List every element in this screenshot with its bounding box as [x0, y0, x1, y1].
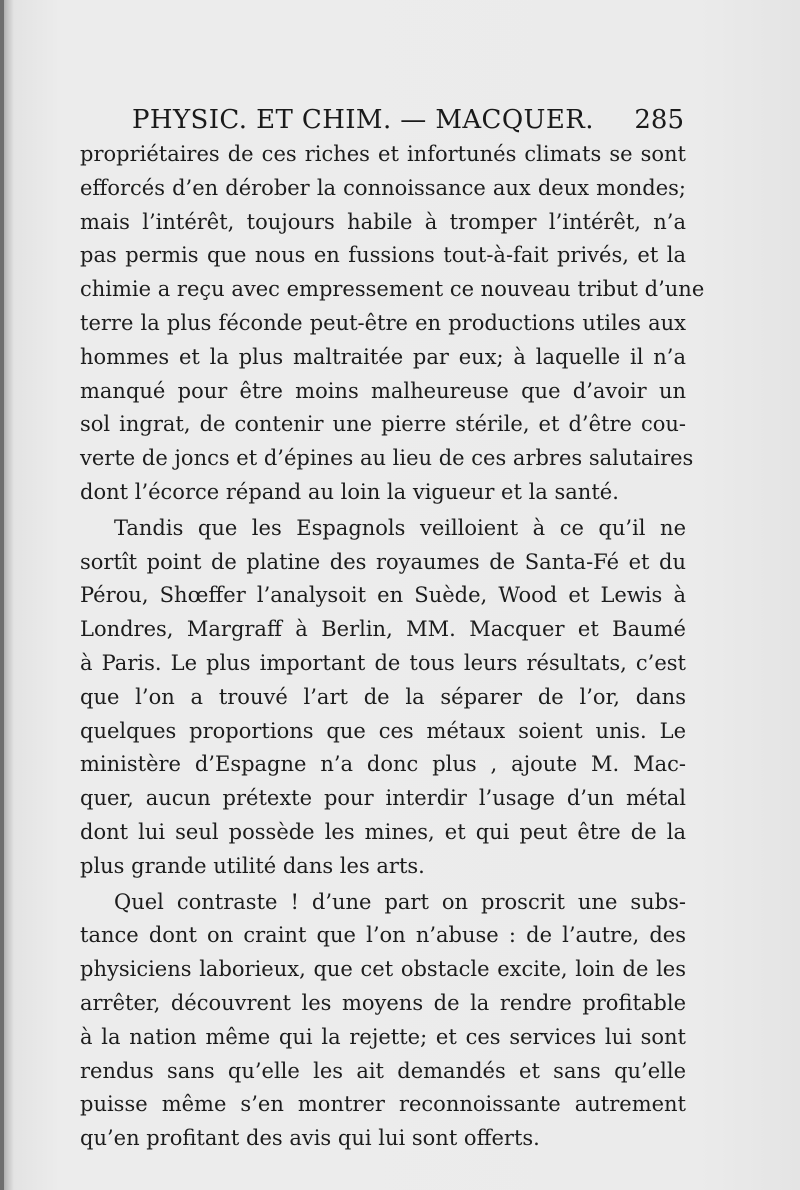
paragraph-1: [80, 138, 705, 510]
text-line: chimie a reçu avec empressement ce nouveau tribut d’une: [80, 277, 705, 302]
page-number: 285: [634, 105, 684, 135]
text-line: plus grande utilité dans les arts.: [80, 853, 425, 878]
text-line: quelques proportions que ces métaux soient unis. Le: [80, 718, 686, 743]
text-line: propriétaires de ces riches et infortunés climats se sont: [80, 142, 686, 166]
text-line: pas permis que nous en fussions tout-à-fait privés, et la: [80, 243, 686, 268]
text-line: à Paris. Le plus important de tous leurs résultats, c’est: [80, 650, 686, 675]
text-line: hommes et la plus maltraitée par eux; à laquelle il n’a: [80, 344, 686, 369]
text-line: Tandis que les Espagnols veilloient à ce qu’il ne: [114, 515, 686, 540]
paragraph-2: [80, 512, 686, 884]
text-line: qu’en profitant des avis qui lui sont offerts.: [80, 1126, 540, 1151]
text-line: manqué pour être moins malheureuse que d’avoir un: [80, 378, 686, 403]
text-line: arrêter, découvrent les moyens de la rendre profitable: [80, 990, 686, 1015]
text-line: quer, aucun prétexte pour interdir l’usage d’un métal: [80, 786, 686, 811]
text-line: verte de joncs et d’épines au lieu de ces arbres salutaires: [80, 446, 694, 471]
text-line: à la nation même qui la rejette; et ces services lui sont: [80, 1024, 686, 1049]
text-line: rendus sans qu’elle les ait demandés et sans qu’elle: [80, 1058, 686, 1083]
running-header: [132, 100, 684, 140]
text-line: que l’on a trouvé l’art de la séparer de l’or, dans: [80, 684, 686, 709]
text-line: efforcés d’en dérober la connoissance aux deux mondes;: [80, 175, 686, 200]
paragraph-3: [80, 886, 686, 1156]
text-line: dont lui seul possède les mines, et qui peut être de la: [80, 819, 686, 844]
text-line: mais l’intérêt, toujours habile à tromper l’intérêt, n’a: [80, 209, 686, 234]
text-line: Pérou, Shœffer l’analysoit en Suède, Wood et Lewis à: [80, 583, 686, 608]
body-text: [80, 138, 705, 1156]
text-line: sol ingrat, de contenir une pierre stérile, et d’être cou-: [80, 412, 686, 437]
text-line: physiciens laborieux, que cet obstacle excite, loin de les: [80, 957, 686, 982]
text-line: sortît point de platine des royaumes de Santa-Fé et du: [80, 549, 686, 574]
text-line: tance dont on craint que l’on n’abuse : de l’autre, des: [80, 923, 686, 948]
text-line: puisse même s’en montrer reconnoissante autrement: [80, 1092, 686, 1117]
running-title: PHYSIC. ET CHIM. — MACQUER.: [132, 105, 594, 135]
text-line: terre la plus féconde peut-être en productions utiles aux: [80, 310, 686, 335]
text-line: ministère d’Espagne n’a donc plus , ajoute M. Mac-: [80, 752, 686, 777]
text-line: dont l’écorce répand au loin la vigueur et la santé.: [80, 479, 619, 504]
text-line: Quel contraste ! d’une part on proscrit une subs-: [114, 889, 686, 914]
page-gutter: [0, 0, 4, 1190]
text-line: Londres, Margraff à Berlin, MM. Macquer et Baumé: [80, 617, 686, 642]
